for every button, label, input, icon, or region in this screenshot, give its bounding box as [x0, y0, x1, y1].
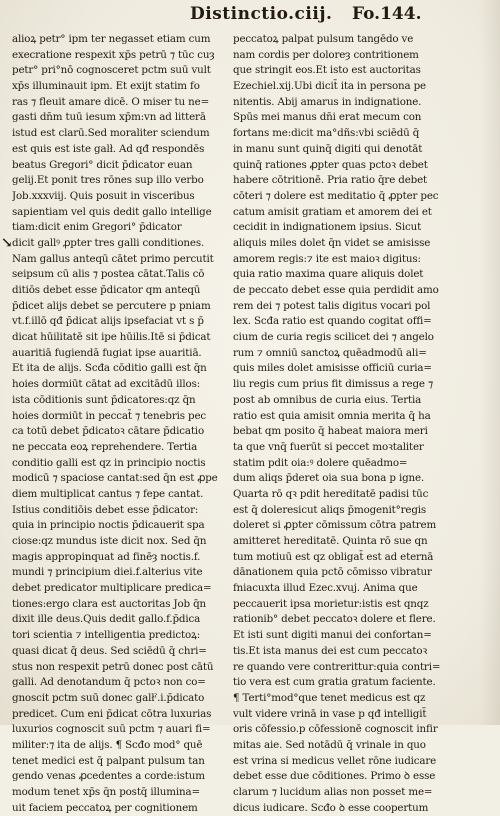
text-line: predicet. Cum eni p̄dicat cōtra luxurias [12, 707, 212, 720]
text-line: dicat hūilitatē sit ipe hūilis.Itē si p̄dicat [12, 331, 211, 344]
text-line: tenet medici est q̄ palpant pulsum tan [12, 754, 205, 767]
text-line: dicus iudicare. Scđo ꝺ esse coopertum [233, 801, 429, 814]
text-line: amitteret hereditatē. Quinta rō sue qn [233, 535, 428, 547]
text-line: hoies dormiūt cātat ad excitādū illos: [12, 378, 201, 391]
page-header [0, 4, 500, 30]
text-line: ciose:qz mundus iste dicit nox. Sed q̄n [12, 535, 207, 547]
text-line: dum aliqs p̄deret oia sua bona p igne. [233, 472, 425, 485]
text-line: est vrina si medicus vellet rōne iudicare [233, 754, 437, 767]
text-line: gnoscit pctm suū donec galłˀ.i.p̄dicato [12, 691, 205, 704]
text-line: Istius conditiōis debet esse p̄dicator: [12, 503, 199, 516]
left-text-column [12, 32, 230, 816]
text-line: mundi ⁊ principium diei.f.alterius vite [12, 566, 203, 579]
text-line: dixit ille deus.Quis dedit gallo.f.p̄dica [12, 613, 201, 626]
text-line: stus non respexit petrū donec post cātū [12, 660, 214, 673]
text-line: diem multiplicat cantus ⁊ fepe cantat. [12, 487, 204, 500]
text-line: tiones:ergo clara est auctoritas Job q̄n [12, 597, 206, 610]
text-line: quasi dicat q̄ deus. Sed sciēdū q̄ chri= [12, 644, 207, 657]
text-line: amorem regis:⁊ ite est maioꝛ digitus: [233, 252, 421, 265]
text-line: que stringit eos.Et isto est auctoritas [233, 64, 421, 77]
text-line: ras ⁊ fleuit amare dicē. O miser tu ne= [12, 95, 210, 108]
text-line: rationib° debet peccatoꝛ dolere et flere. [233, 613, 436, 626]
text-line: fortans me:dicit ma°dñs:vbi sciēdū q̄ [233, 127, 420, 140]
text-line: vt.f.illō qđ p̄dicat alijs ipsefaciat vt s p̄ [12, 315, 204, 328]
text-line: rem dei ⁊ potest talis digitus vocari pol [233, 299, 431, 312]
text-line: xp̄s illuminauit ipm. Et exijt statim fo [12, 80, 200, 93]
text-line: post ab omnibus de curia eius. Tertia [233, 393, 422, 406]
text-line: rum ⁊ omniū sanctoꝝ quēadmodū ali= [233, 346, 427, 359]
text-line: ta que vnq̄ fuerūt si peccet moꝛtaliter [233, 440, 424, 453]
text-line: execratione respexit xp̄s petrū ⁊ tūc cuȝ [12, 48, 215, 61]
text-line: est q̄ doleresicut aliqs p̄mogenit°regis [233, 503, 427, 516]
text-line: ca totū debet p̄dicatoꝛ cātare p̄dicatio [12, 425, 204, 438]
text-line: in manu sunt quinq̄ digiti qui denotāt [233, 142, 423, 155]
text-line: re quando vere contrerittur:quia contri= [233, 660, 441, 673]
text-line: tori scientia ⁊ intelligentia predictoꝝ: [12, 629, 201, 642]
text-line: cōteri ⁊ dolere est meditatio q̄ ꝓpter pec [233, 189, 439, 202]
text-line: est quis est iste galł. Ad qđ respondēs [12, 142, 205, 155]
text-line: militer:⁊ ita de alijs. ¶ Scđo mod° quē [12, 738, 203, 751]
text-line: debet esse due cōditiones. Primo ꝺ esse [233, 770, 436, 783]
text-line: beatus Gregori° dicit p̄dicator euan [12, 158, 193, 171]
text-line: fniacuxta illud Ezec.xvuj. Anima que [233, 582, 418, 595]
text-line: modum tenet xp̄s q̄n postq̄ illumina= [12, 786, 200, 798]
text-line: debet predicator multiplicare predica= [12, 582, 212, 595]
text-line: cecidit in indignationem ipsius. Sicut [233, 221, 422, 234]
text-line: vult videre vrinā in vase p qđ intelligit̄ [233, 707, 427, 720]
text-line: alioꝝ petr° ipm ter negasset etiam cum [12, 33, 211, 45]
text-line: ne peccata eoꝝ reprehendere. Tertia [12, 440, 198, 453]
text-line: habere cōtritionē. Pria ratio q̄re debet [233, 174, 428, 187]
page-gutter-shadow [480, 0, 500, 725]
text-line: p̄dicet alijs debet se percutere p pniam [12, 299, 211, 312]
text-line: Et ita de alijs. Scđa cōditio galli est q̄n [12, 362, 207, 375]
text-line: seipsum cū alis ⁊ postea cātat.Talis cō [12, 268, 205, 281]
right-text-column [233, 32, 458, 816]
running-head: Distinctio.ciij. [190, 4, 333, 24]
text-line: lex. Scđa ratio est quando cogitat offi= [233, 315, 432, 328]
text-line: tiam:dicit enim Gregori° p̄dicator [12, 221, 182, 234]
text-line: gasti dn̄m tuū iesum xp̄m:vn ad litterā [12, 111, 206, 124]
text-line: dānationem quia pctō cōmisso vibratur [233, 566, 432, 579]
text-line: quis miles dolet amisisse officiū curia= [233, 362, 432, 375]
text-line: mitas aie. Sed notādū q̄ vrinale in quo [233, 738, 426, 751]
text-line: quia ratio maxima quare aliquis dolet [233, 268, 424, 281]
text-line: quinq̄ rationes ꝓpter quas pctoꝛ debet [233, 158, 428, 171]
text-line: galli. Ad denotandum q̄ pctoꝛ non co= [12, 676, 206, 689]
text-line: gelij.Et ponit tres rōnes sup illo verbo [12, 174, 204, 187]
text-line: gendo venas ꝓcedentes a corde:istum [12, 770, 205, 783]
text-line: ditiōs debet esse p̄dicator qm anteqū [12, 284, 201, 296]
text-line: modicū ⁊ spaciose cantat:sed q̄n est ꝓpe [12, 472, 218, 485]
text-line: Job.xxxviij. Quis posuit in visceribus [12, 189, 195, 202]
text-line: auaritiā fugiendā fugiat ipse auaritiā. [12, 346, 202, 359]
text-line: tis.Et ista manus dei est cum peccatoꝛ [233, 644, 428, 657]
text-line: doleret si ꝓpter cōmissum cōtra patrem [233, 519, 437, 532]
text-line: Quarta rō qꝛ pdit hereditatē padisi tūc [233, 487, 429, 500]
margin-pointer-mark: ↘ [1, 235, 13, 251]
text-line: uit faciem peccatoꝝ per cognitionem [12, 801, 198, 814]
text-line: nam cordis per doloreȝ contritionem [233, 48, 419, 61]
text-line: quia in principio noctis p̄dicauerit spa [12, 519, 205, 532]
text-line: ratio est quia amisit omnia merita q̄ ha [233, 409, 431, 422]
text-line: tio vera est cum gratia gratum faciente. [233, 676, 436, 689]
text-line: statim pdit oia:ꝰ dolere quēadmo= [233, 456, 408, 469]
text-line: dicit gallꝰ ꝓpter tres galli conditiones. [12, 236, 205, 249]
text-line: luxurios cognoscit suū pctm ⁊ auari fi= [12, 723, 211, 736]
text-line: ista cōditionis sunt p̄dicatores:qz q̄n [12, 393, 196, 406]
text-line: de peccato debet esse quia perdidit amo [233, 284, 439, 296]
text-line: magis appropinquat ad finēȝ noctis.f. [12, 550, 201, 563]
text-line: conditio galli est qz in principio noctis [12, 456, 206, 469]
text-line: hoies dormiūt in peccat̄ ⁊ tenebris pec [12, 409, 207, 422]
text-line: peccauerit ipsa morietur:istis est qnqz [233, 597, 429, 610]
text-line: istud est clarū.Sed moraliter sciendum [12, 127, 210, 140]
folio-number: Fo.144. [352, 4, 422, 24]
text-line: ¶ Terti°mod°que tenet medicus est qz [233, 691, 426, 704]
text-line: liu regis cum prius fit dimissus a rege ⁊ [233, 378, 433, 391]
text-line: peccatoꝝ palpat pulsum tangēdo ve [233, 33, 414, 45]
text-line: sapientiam vel quis dedit gallo intellige [12, 205, 212, 218]
text-line: tum motiuū est qz obligat̄ est ad eternā [233, 550, 434, 563]
text-line: aliquis miles dolet q̄n videt se amisisse [233, 236, 431, 249]
text-line: oris cōfessio.p cōfessionē cognoscit infir [233, 723, 438, 736]
text-line: clarum ⁊ lucidum alias non posset me= [233, 786, 433, 798]
text-line: Ezechiel.xij.Ubi dicit̄ ita in persona pe [233, 80, 427, 93]
text-line: cium de curia regis scilicet dei ⁊ angelo [233, 331, 434, 344]
text-line: petr° pri°nō cognosceret pctm suū vult [12, 64, 211, 77]
text-line: bebat qm posito q̄ habeat maiora meri [233, 425, 428, 438]
text-line: Spūs mei manus dn̄i erat mecum con [233, 111, 422, 124]
text-line: nitentis. Abij amarus in indignatione. [233, 95, 422, 108]
text-line: Et isti sunt digiti manui dei confortan= [233, 629, 432, 642]
text-line: Nam gallus anteqū cātet primo percutit [12, 252, 214, 265]
text-line: catum amisit gratiam et amorem dei et [233, 205, 432, 218]
